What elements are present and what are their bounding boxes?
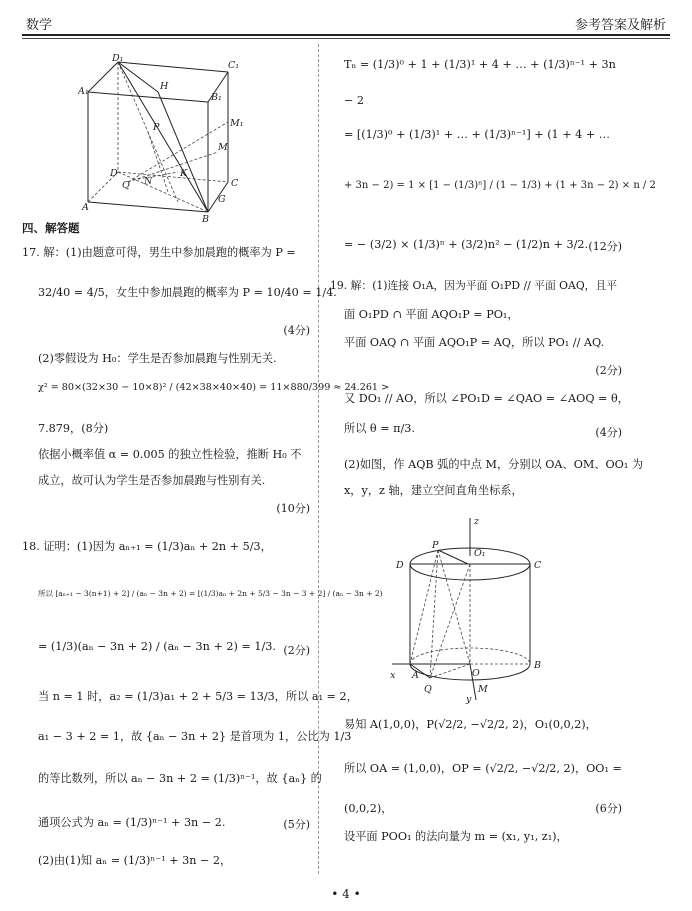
- text-line: 又 DO₁ // AO，所以 ∠PO₁D = ∠QAO = ∠AOQ = θ，: [344, 392, 629, 405]
- svg-text:B: B: [202, 214, 209, 222]
- svg-text:A: A: [412, 670, 419, 681]
- page-header: [22, 8, 670, 36]
- svg-text:O: O: [472, 668, 480, 679]
- points-label: (2分): [595, 364, 622, 377]
- text-line: 当 n = 1 时，a₂ = (1/3)a₁ + 2 + 5/3 = 13/3，所以 a₁ = 2，: [38, 690, 358, 703]
- points-label: (4分): [283, 324, 310, 337]
- svg-text:C₁: C₁: [228, 60, 240, 71]
- svg-text:M₁: M₁: [230, 118, 244, 129]
- points-label: (10分): [276, 502, 310, 515]
- svg-text:H: H: [160, 81, 169, 92]
- svg-text:A: A: [82, 202, 89, 213]
- column-divider: [318, 44, 319, 874]
- points-label: (2分): [283, 644, 310, 657]
- text-line: (2)如图，作 AQB 弧的中点 M，分别以 OA、OM、OO₁ 为: [344, 458, 644, 471]
- text-line: 32/40 = 4/5，女生中参加晨跑的概率为 P = 10/40 = 1/4.: [38, 286, 337, 299]
- text-line: (0,0,2)，: [344, 802, 393, 815]
- svg-text:M: M: [478, 684, 488, 695]
- svg-text:Q: Q: [122, 180, 130, 191]
- text-line: 易知 A(1,0,0)，P(√2/2, −√2/2, 2)，O₁(0,0,2)，: [344, 718, 597, 731]
- svg-text:x: x: [390, 670, 396, 681]
- svg-text:D: D: [110, 168, 118, 179]
- text-line: 19. 解：(1)连接 O₁A，因为平面 O₁PD // 平面 OAQ，且平: [330, 279, 618, 292]
- page-number: • 4 •: [331, 887, 361, 901]
- text-line: + 3n − 2) = 1 × [1 − (1/3)ⁿ] / (1 − 1/3) + (1 + 3n − 2) × n / 2: [344, 180, 656, 191]
- text-line: = [(1/3)⁰ + (1/3)¹ + … + (1/3)ⁿ⁻¹] + (1 + 4 + …: [344, 128, 610, 141]
- svg-text:Q: Q: [424, 684, 432, 695]
- svg-text:K: K: [180, 168, 188, 179]
- text-line: 所以 OA = (1,0,0)，OP = (√2/2, −√2/2, 2)，OO₁ =: [344, 762, 622, 775]
- text-line: a₁ − 3 + 2 = 1，故 {aₙ − 3n + 2} 是首项为 1，公比为 1/3: [38, 730, 352, 743]
- svg-text:D₁: D₁: [112, 53, 124, 64]
- text-line: (2)零假设为 H₀：学生是否参加晨跑与性别无关.: [38, 352, 277, 365]
- cylinder-figure: [390, 514, 570, 704]
- svg-text:C: C: [231, 178, 239, 189]
- text-line: 7.879，(8分): [38, 422, 109, 435]
- subject-label: 数学: [26, 18, 53, 33]
- text-line: 的等比数列，所以 aₙ − 3n + 2 = (1/3)ⁿ⁻¹，故 {aₙ} 的: [38, 772, 322, 785]
- svg-text:A₁: A₁: [78, 86, 89, 97]
- text-line: = − (3/2) × (1/3)ⁿ + (3/2)n² − (1/2)n + 3/2.: [344, 238, 589, 251]
- text-line: χ² = 80×(32×30 − 10×8)² / (42×38×40×40) = 11×880/399 ≈ 24.261 >: [38, 382, 390, 393]
- text-line: 面 O₁PD ∩ 平面 AQO₁P = PO₁，: [344, 308, 519, 321]
- text-line: 通项公式为 aₙ = (1/3)ⁿ⁻¹ + 3n − 2.: [38, 816, 226, 829]
- header-rule: [22, 38, 670, 39]
- svg-text:O₁: O₁: [474, 548, 486, 559]
- text-line: 依据小概率值 α = 0.005 的独立性检验，推断 H₀ 不: [38, 448, 302, 461]
- text-line: 17. 解：(1)由题意可得，男生中参加晨跑的概率为 P =: [22, 246, 296, 259]
- header-title: 参考答案及解析: [574, 18, 666, 33]
- section-heading: 四、解答题: [22, 221, 80, 235]
- text-line: 所以 θ = π/3.: [344, 422, 415, 435]
- points-label: (5分): [283, 818, 310, 831]
- text-line: 设平面 POO₁ 的法向量为 m = (x₁, y₁, z₁)，: [344, 830, 568, 843]
- svg-text:B: B: [534, 660, 541, 671]
- text-line: 平面 OAQ ∩ 平面 AQO₁P = AQ，所以 PO₁ // AQ.: [344, 336, 605, 349]
- points-label: (4分): [595, 426, 622, 439]
- text-line: − 2: [344, 94, 365, 107]
- svg-text:P: P: [153, 122, 160, 133]
- svg-text:D: D: [396, 560, 404, 571]
- text-line: x，y，z 轴，建立空间直角坐标系，: [344, 484, 523, 497]
- svg-text:P: P: [432, 540, 439, 551]
- svg-text:C: C: [534, 560, 542, 571]
- text-line: = (1/3)(aₙ − 3n + 2) / (aₙ − 3n + 2) = 1/3.: [38, 640, 276, 653]
- text-line: Tₙ = (1/3)⁰ + 1 + (1/3)¹ + 4 + … + (1/3)ⁿ⁻¹ + 3n: [344, 58, 616, 71]
- text-line: 所以 [aₙ₊₁ − 3(n+1) + 2] / (aₙ − 3n + 2) = [(1/3)aₙ + 2n + 5/3 − 3n − 3 + 2] / (aₙ − 3n + 2): [38, 589, 383, 598]
- svg-text:N: N: [144, 176, 153, 187]
- text-line: (2)由(1)知 aₙ = (1/3)ⁿ⁻¹ + 3n − 2，: [38, 854, 232, 867]
- svg-text:z: z: [474, 516, 480, 527]
- svg-text:y: y: [466, 694, 472, 704]
- svg-text:M: M: [218, 142, 228, 153]
- text-line: 成立，故可认为学生是否参加晨跑与性别有关.: [38, 474, 266, 487]
- svg-text:G: G: [218, 194, 226, 205]
- cube-figure: [78, 52, 278, 222]
- svg-text:B₁: B₁: [211, 92, 222, 103]
- points-label: (6分): [595, 802, 622, 815]
- points-label: (12分): [588, 240, 622, 253]
- text-line: 18. 证明：(1)因为 aₙ₊₁ = (1/3)aₙ + 2n + 5/3，: [22, 540, 272, 553]
